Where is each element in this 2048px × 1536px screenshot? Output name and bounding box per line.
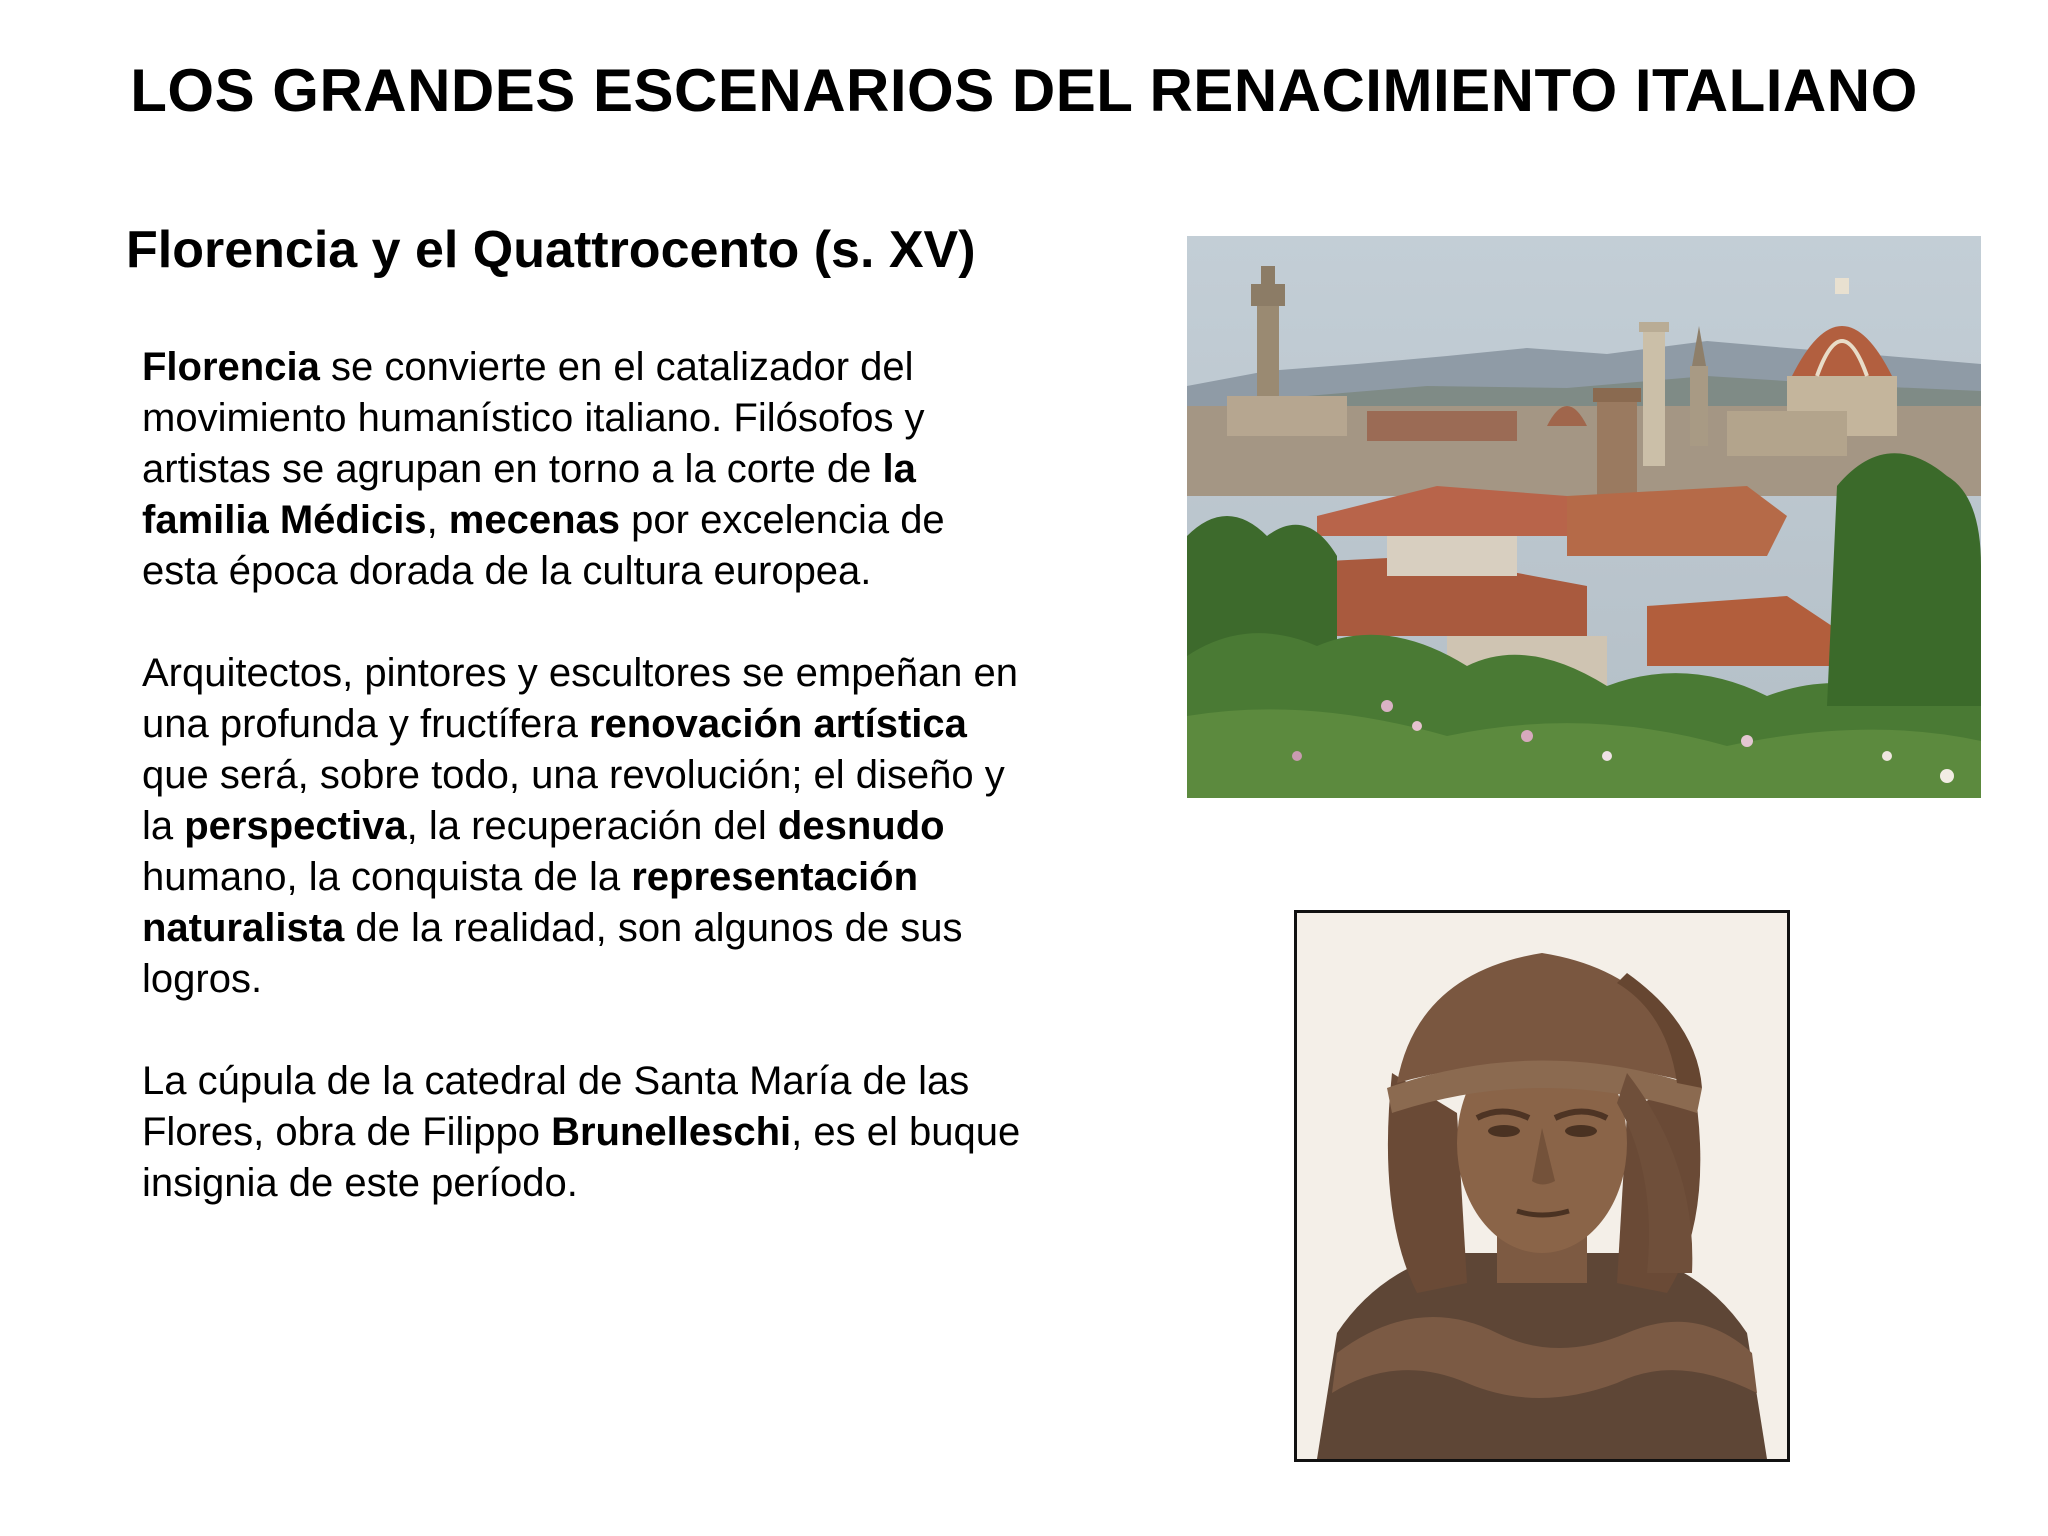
text-run: La cúpula de la catedral de Santa María de las Flores, obra de Filippo [142,1059,970,1154]
bronze-bust-illustration [1297,913,1787,1459]
bold-term: representación naturalista [142,855,918,950]
bold-term: Brunelleschi [551,1110,792,1154]
text-run: se convierte en el catalizador del movimiento humanístico italiano. Filósofos y artistas se agrupan en torno a la corte de [142,345,925,491]
bold-term: mecenas [448,498,621,542]
text-run: que será, sobre todo, una revolución; el diseño y la [142,753,1005,848]
slide-subtitle: Florencia y el Quattrocento (s. XV) [126,221,976,279]
text-run: humano, la conquista de la [142,855,632,899]
bold-term: Florencia [142,345,320,389]
bold-term: la familia Médicis [142,447,916,542]
text-run: , [426,498,449,542]
florence-skyline-illustration [1187,236,1981,798]
text-run: de la realidad, son algunos de sus logros. [142,906,963,1001]
paragraph-florencia [142,342,1022,597]
bold-term: renovación artística [588,702,967,746]
florence-skyline-image [1187,236,1981,798]
paragraph-renovacion [142,648,1022,1005]
text-run: , es el buque insignia de este período. [142,1110,1021,1205]
text-run: , la recuperación del [406,804,778,848]
text-run: por excelencia de esta época dorada de la cultura europea. [142,498,945,593]
bold-term: perspectiva [184,804,407,848]
bronze-bust-image [1294,910,1790,1462]
paragraph-cupula [142,1056,1022,1209]
bold-term: desnudo [777,804,945,848]
body-text [142,342,1022,1260]
slide-title: LOS GRANDES ESCENARIOS DEL RENACIMIENTO ITALIANO [130,57,1918,124]
text-run: Arquitectos, pintores y escultores se empeñan en una profunda y fructífera [142,651,1019,746]
